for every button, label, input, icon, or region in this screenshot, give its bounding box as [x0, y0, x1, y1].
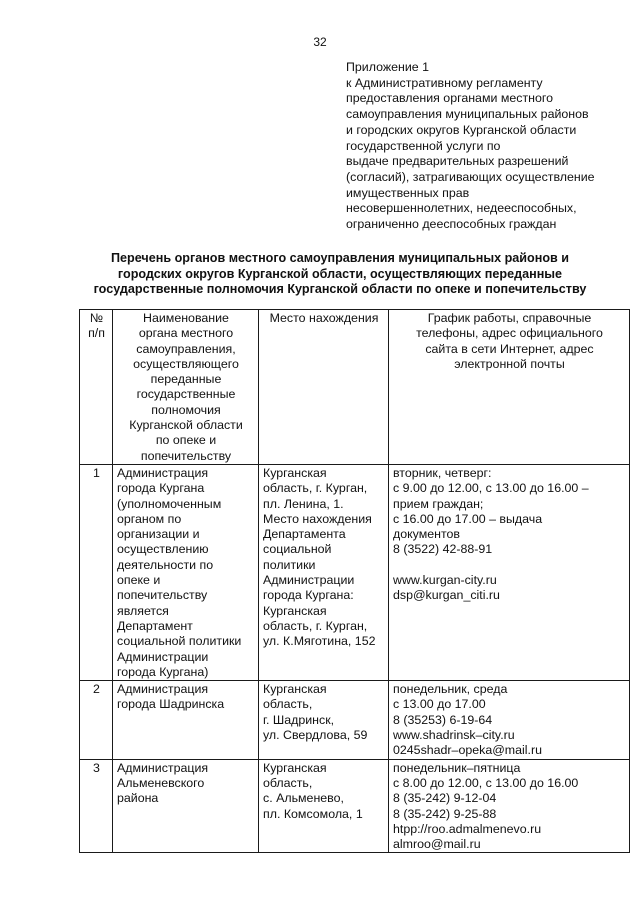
text-line: 8 (35253) 6-19-64 — [393, 712, 493, 727]
text-line: города Кургана — [117, 481, 205, 496]
text-line: www.shadrinsk–city.ru — [393, 728, 515, 743]
text-line: политики — [263, 557, 316, 572]
text-line: осуществлению — [117, 542, 209, 557]
text-line: Администрация — [117, 760, 209, 775]
text-line: к Административному регламенту — [346, 75, 543, 90]
page-number: 32 — [313, 35, 327, 49]
text-line: организации и — [117, 527, 200, 542]
text-line: область, — [263, 697, 313, 712]
text-line: вторник, четверг: — [393, 465, 492, 480]
text-line: города Кургана) — [117, 664, 209, 679]
authorities-table — [79, 309, 630, 853]
text-line: предоставления органами местного — [346, 91, 553, 106]
header-num — [80, 310, 113, 465]
text-line: 8 (35-242) 9-25-88 — [393, 806, 497, 821]
text-line: имущественных прав — [346, 185, 470, 200]
text-line: органа местного — [138, 326, 234, 341]
document-title — [72, 251, 608, 298]
text-line: dsp@kurgan_citi.ru — [393, 588, 500, 603]
row-num: 1 — [80, 464, 113, 680]
text-line: область, — [263, 775, 313, 790]
text-line: государственной услуги по — [346, 138, 501, 153]
appendix-header — [346, 60, 626, 233]
text-line: с 16.00 до 17.00 – выдача — [393, 511, 543, 526]
text-line: переданные — [150, 372, 222, 387]
text-line: Администрации — [117, 649, 209, 664]
text-line: документов — [393, 527, 460, 542]
text-line: города Шадринска — [117, 697, 225, 712]
text-line: Приложение 1 — [346, 60, 430, 74]
header-name — [113, 310, 259, 465]
text-line: Курганская — [263, 760, 327, 775]
text-line: электронной почты — [454, 356, 565, 371]
row-location — [259, 759, 389, 853]
text-line: и городских округов Курганской области — [346, 122, 577, 137]
text-line: 0245shadr–opeka@mail.ru — [393, 743, 542, 758]
blank-line — [393, 558, 626, 573]
text-line: г. Шадринск, — [263, 712, 335, 727]
text-line: Администрации — [263, 573, 355, 588]
text-line: прием граждан; — [393, 496, 484, 511]
text-line: района — [117, 791, 159, 806]
text-line: понедельник, среда — [393, 682, 508, 697]
text-line: 8 (3522) 42-88-91 — [393, 542, 493, 557]
text-line: область, г. Курган, — [263, 481, 368, 496]
text-line: городских округов Курганской области, осуществляющих переданные — [117, 266, 563, 281]
row-schedule — [389, 759, 630, 853]
text-line: Курганская — [263, 465, 327, 480]
row-num: 2 — [80, 681, 113, 759]
text-line: Место нахождения — [269, 311, 379, 325]
text-line: Курганская — [263, 682, 327, 697]
text-line: государственные полномочия Курганской области по опеке и попечительству — [93, 282, 587, 297]
text-line: График работы, справочные — [427, 311, 592, 325]
text-line: с 9.00 до 12.00, с 13.00 до 16.00 – — [393, 481, 589, 496]
text-line: с. Альменево, — [263, 791, 344, 806]
text-line: по опеке и — [155, 433, 217, 448]
row-name — [113, 759, 259, 853]
table-row — [80, 464, 630, 680]
row-location — [259, 681, 389, 759]
text-line: Департамента — [263, 527, 346, 542]
text-line: сайта в сети Интернет, адрес — [425, 341, 594, 356]
text-line: ограниченно дееспособных граждан — [346, 217, 557, 232]
row-schedule — [389, 464, 630, 680]
text-line: телефоны, адрес официального — [416, 326, 603, 341]
text-line: социальной политики — [117, 634, 242, 649]
text-line: область, г. Курган, — [263, 618, 368, 633]
text-line: Департамент — [117, 618, 193, 633]
text-line: самоуправления муниципальных районов — [346, 107, 589, 122]
text-line: № — [89, 311, 104, 325]
table-header-row — [80, 310, 630, 465]
text-line: ул. К.Мяготина, 152 — [263, 634, 376, 649]
text-line: almroo@mail.ru — [393, 837, 481, 852]
text-line: Администрация — [117, 465, 209, 480]
text-line: ул. Свердлова, 59 — [263, 728, 368, 743]
row-num: 3 — [80, 759, 113, 853]
text-line: осуществляющего — [133, 356, 239, 371]
text-line: Администрация — [117, 682, 209, 697]
text-line: Курганской области — [129, 418, 243, 433]
header-location — [259, 310, 389, 465]
text-line: понедельник–пятница — [393, 760, 521, 775]
text-line: самоуправления, — [136, 341, 236, 356]
text-line: попечительству — [117, 588, 208, 603]
text-line: www.kurgan-city.ru — [393, 573, 497, 588]
text-line: с 13.00 до 17.00 — [393, 697, 486, 712]
text-line: Место нахождения — [263, 511, 372, 526]
text-line: пл. Ленина, 1. — [263, 496, 344, 511]
text-line: пл. Комсомола, 1 — [263, 806, 363, 821]
text-line: п/п — [88, 326, 105, 341]
text-line: опеке и — [117, 573, 161, 588]
table-row — [80, 681, 630, 759]
text-line: (согласий), затрагивающих осуществление — [346, 169, 595, 184]
text-line: Перечень органов местного самоуправления муниципальных районов и — [110, 251, 570, 265]
text-line: выдаче предварительных разрешений — [346, 154, 569, 169]
text-line: города Кургана: — [263, 588, 354, 603]
text-line: государственные — [136, 387, 236, 402]
text-line: полномочия — [151, 402, 221, 417]
text-line: 8 (35-242) 9-12-04 — [393, 791, 497, 806]
row-name — [113, 681, 259, 759]
text-line: с 8.00 до 12.00, с 13.00 до 16.00 — [393, 775, 579, 790]
text-line: органом по — [117, 511, 182, 526]
text-line: Наименование — [143, 311, 229, 325]
text-line: деятельности по — [117, 557, 214, 572]
row-name — [113, 464, 259, 680]
table-row — [80, 759, 630, 853]
text-line: Курганская — [263, 603, 327, 618]
text-line: является — [117, 603, 169, 618]
row-schedule — [389, 681, 630, 759]
text-line: несовершеннолетних, недееспособных, — [346, 201, 577, 216]
row-location — [259, 464, 389, 680]
text-line: Альменевского — [117, 775, 205, 790]
header-schedule — [389, 310, 630, 465]
text-line: (уполномоченным — [117, 496, 222, 511]
text-line: htpp://roo.admalmenevo.ru — [393, 821, 542, 836]
text-line: социальной — [263, 542, 332, 557]
text-line: попечительству — [140, 448, 232, 463]
